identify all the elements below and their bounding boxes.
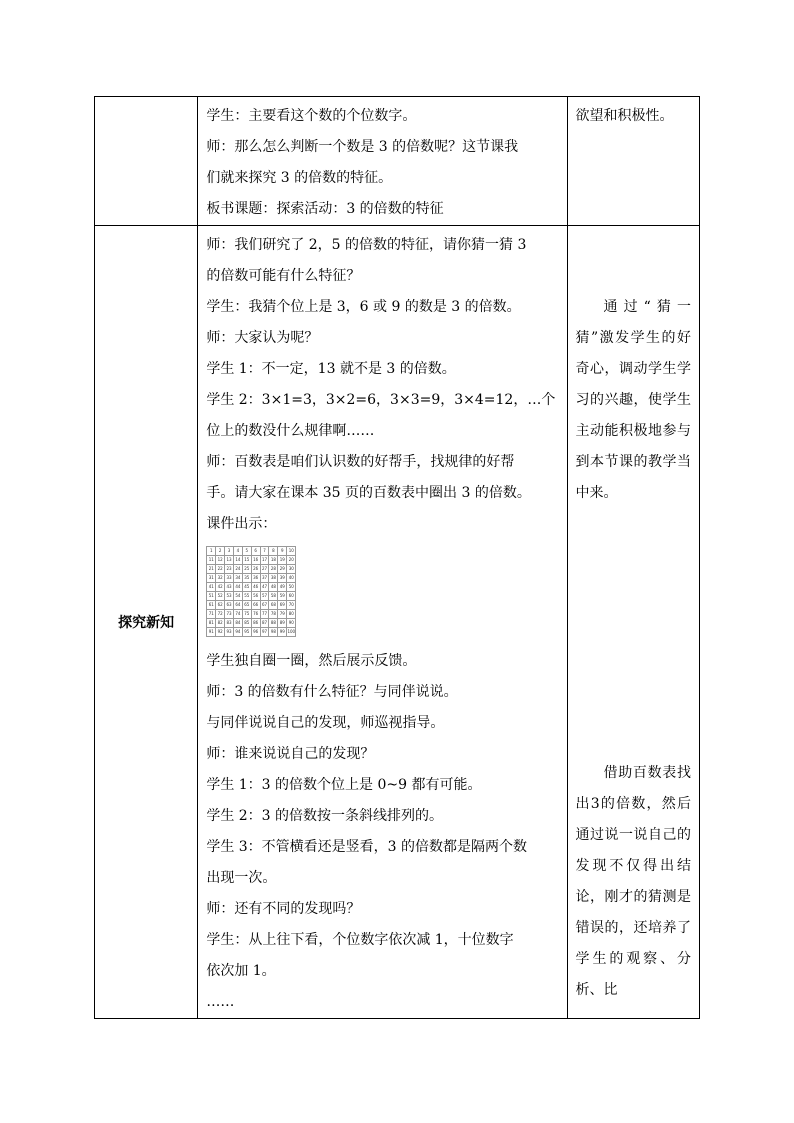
text-line: 依次加 1。 [206, 963, 276, 979]
hundred-chart-cell: 33 [225, 574, 234, 583]
hundred-chart-cell: 73 [225, 610, 234, 619]
hundred-chart-cell: 48 [269, 583, 278, 592]
hundred-chart-cell: 64 [233, 601, 242, 610]
text-line: 学生 1：3 的倍数个位上是 0~9 都有可能。 [206, 777, 482, 793]
hundred-chart-cell: 66 [251, 601, 260, 610]
hundred-chart-row [207, 574, 296, 583]
text-line: 师：我们研究了 2，5 的倍数的特征，请你猜一猜 3 [206, 237, 527, 253]
section-label-cell-empty [95, 97, 198, 226]
hundred-chart-cell: 10 [287, 547, 296, 556]
text-line: 位上的数没什么规律啊…… [206, 423, 375, 439]
text-line: 学生 1：不一定，13 就不是 3 的倍数。 [206, 361, 456, 377]
hundred-chart-cell: 84 [233, 619, 242, 628]
hundred-chart-cell: 80 [287, 610, 296, 619]
hundred-chart-cell: 1 [207, 547, 216, 556]
content-lines [206, 646, 560, 1018]
design-intent-cell [567, 97, 699, 226]
hundred-chart-cell: 6 [251, 547, 260, 556]
hundred-chart-cell: 92 [216, 628, 225, 637]
hundred-chart-cell: 93 [225, 628, 234, 637]
hundred-chart-cell: 67 [260, 601, 269, 610]
hundred-chart-cell: 11 [207, 556, 216, 565]
hundred-chart-cell: 61 [207, 601, 216, 610]
hundred-chart-cell: 49 [278, 583, 287, 592]
hundred-chart-cell: 60 [287, 592, 296, 601]
content-lines [206, 230, 560, 540]
hundred-chart-cell: 69 [278, 601, 287, 610]
hundred-chart-cell: 55 [242, 592, 251, 601]
hundred-chart-cell: 90 [287, 619, 296, 628]
hundred-chart-cell: 16 [251, 556, 260, 565]
hundred-chart-cell: 72 [216, 610, 225, 619]
hundred-chart-cell: 28 [269, 565, 278, 574]
hundred-chart-cell: 41 [207, 583, 216, 592]
content-lines [206, 101, 560, 225]
hundred-chart-cell: 53 [225, 592, 234, 601]
hundred-chart-cell: 79 [278, 610, 287, 619]
hundred-chart-cell: 4 [233, 547, 242, 556]
table-row [95, 226, 700, 1019]
hundred-chart-cell: 15 [242, 556, 251, 565]
text-line: 板书课题：探索活动：3 的倍数的特征 [206, 201, 444, 217]
design-intent-cell [567, 226, 699, 1019]
text-line: 学生 3：不管横看还是竖看，3 的倍数都是隔两个数 [206, 839, 528, 855]
hundred-chart-cell: 56 [251, 592, 260, 601]
lesson-plan-table [94, 96, 700, 1019]
hundred-chart-cell: 14 [233, 556, 242, 565]
text-line: 学生独自圈一圈，然后展示反馈。 [206, 653, 417, 669]
hundred-chart-cell: 32 [216, 574, 225, 583]
text-line: 出现一次。 [206, 870, 277, 886]
hundred-chart-cell: 86 [251, 619, 260, 628]
hundred-chart-row [207, 565, 296, 574]
text-line: 师：还有不同的发现吗？ [206, 901, 361, 917]
hundred-chart [206, 546, 296, 637]
hundred-chart-row [207, 610, 296, 619]
hundred-chart-cell: 74 [233, 610, 242, 619]
hundred-chart-cell: 77 [260, 610, 269, 619]
design-intent-note: 通过“猜一猜”激发学生的好奇心，调动学生学习的兴趣，使学生主动能积极地参与到本节课的教学当中来。 [575, 299, 691, 501]
table-row [95, 97, 700, 226]
text-line: 师：谁来说说自己的发现？ [206, 746, 375, 762]
hundred-chart-cell: 63 [225, 601, 234, 610]
hundred-chart-cell: 8 [269, 547, 278, 556]
hundred-chart-cell: 9 [278, 547, 287, 556]
hundred-chart-image [206, 546, 296, 638]
hundred-chart-cell: 17 [260, 556, 269, 565]
hundred-chart-cell: 91 [207, 628, 216, 637]
text-line: 师：大家认为呢？ [206, 330, 319, 346]
hundred-chart-cell: 44 [233, 583, 242, 592]
text-line: 学生 2：3 的倍数按一条斜线排列的。 [206, 808, 444, 824]
hundred-chart-row [207, 583, 296, 592]
hundred-chart-cell: 22 [216, 565, 225, 574]
hundred-chart-cell: 20 [287, 556, 296, 565]
hundred-chart-row [207, 619, 296, 628]
text-line: 师：3 的倍数有什么特征？与同伴说说。 [206, 684, 458, 700]
text-line: 们就来探究 3 的倍数的特征。 [206, 170, 393, 186]
hundred-chart-cell: 68 [269, 601, 278, 610]
hundred-chart-cell: 99 [278, 628, 287, 637]
hundred-chart-row [207, 592, 296, 601]
text-line: 手。请大家在课本 35 页的百数表中圈出 3 的倍数。 [206, 485, 531, 501]
hundred-chart-cell: 83 [225, 619, 234, 628]
hundred-chart-cell: 75 [242, 610, 251, 619]
hundred-chart-cell: 34 [233, 574, 242, 583]
hundred-chart-cell: 94 [233, 628, 242, 637]
text-line: 课件出示： [206, 516, 277, 532]
hundred-chart-cell: 87 [260, 619, 269, 628]
hundred-chart-cell: 82 [216, 619, 225, 628]
hundred-chart-cell: 46 [251, 583, 260, 592]
design-intent-note: 欲望和积极性。 [575, 108, 674, 124]
hundred-chart-cell: 54 [233, 592, 242, 601]
hundred-chart-cell: 89 [278, 619, 287, 628]
text-line: 的倍数可能有什么特征？ [206, 268, 361, 284]
hundred-chart-cell: 59 [278, 592, 287, 601]
hundred-chart-cell: 88 [269, 619, 278, 628]
hundred-chart-row [207, 601, 296, 610]
hundred-chart-cell: 30 [287, 565, 296, 574]
hundred-chart-cell: 19 [278, 556, 287, 565]
hundred-chart-cell: 85 [242, 619, 251, 628]
hundred-chart-cell: 38 [269, 574, 278, 583]
hundred-chart-cell: 57 [260, 592, 269, 601]
text-line: 学生 2：3×1=3，3×2=6，3×3=9，3×4=12，…个 [206, 392, 556, 408]
hundred-chart-row [207, 547, 296, 556]
hundred-chart-cell: 58 [269, 592, 278, 601]
hundred-chart-cell: 45 [242, 583, 251, 592]
hundred-chart-cell: 37 [260, 574, 269, 583]
hundred-chart-cell: 27 [260, 565, 269, 574]
hundred-chart-cell: 5 [242, 547, 251, 556]
hundred-chart-cell: 31 [207, 574, 216, 583]
hundred-chart-cell: 50 [287, 583, 296, 592]
text-line: 学生：我猜个位上是 3，6 或 9 的数是 3 的倍数。 [206, 299, 521, 315]
hundred-chart-cell: 81 [207, 619, 216, 628]
hundred-chart-cell: 70 [287, 601, 296, 610]
hundred-chart-cell: 35 [242, 574, 251, 583]
hundred-chart-cell: 97 [260, 628, 269, 637]
hundred-chart-cell: 65 [242, 601, 251, 610]
text-line: 师：百数表是咱们认识数的好帮手，找规律的好帮 [206, 454, 515, 470]
hundred-chart-cell: 76 [251, 610, 260, 619]
text-line: 与同伴说说自己的发现，师巡视指导。 [206, 715, 445, 731]
hundred-chart-cell: 62 [216, 601, 225, 610]
hundred-chart-cell: 96 [251, 628, 260, 637]
hundred-chart-cell: 78 [269, 610, 278, 619]
hundred-chart-cell: 40 [287, 574, 296, 583]
hundred-chart-cell: 21 [207, 565, 216, 574]
hundred-chart-cell: 24 [233, 565, 242, 574]
hundred-chart-cell: 95 [242, 628, 251, 637]
text-line: …… [206, 994, 235, 1010]
content-cell [198, 226, 567, 1019]
hundred-chart-cell: 47 [260, 583, 269, 592]
hundred-chart-cell: 13 [225, 556, 234, 565]
hundred-chart-row [207, 628, 296, 637]
text-line: 学生：从上往下看，个位数字依次减 1，十位数字 [206, 932, 514, 948]
text-line: 学生：主要看这个数的个位数字。 [206, 108, 417, 124]
hundred-chart-cell: 18 [269, 556, 278, 565]
hundred-chart-cell: 12 [216, 556, 225, 565]
hundred-chart-cell: 3 [225, 547, 234, 556]
hundred-chart-cell: 29 [278, 565, 287, 574]
hundred-chart-cell: 36 [251, 574, 260, 583]
hundred-chart-cell: 98 [269, 628, 278, 637]
hundred-chart-cell: 42 [216, 583, 225, 592]
design-intent-note: 借助百数表找出3的倍数，然后通过说一说自己的发现不仅得出结论，刚才的猜测是错误的，还培养了学生的观察、分析、比 [575, 765, 691, 998]
text-line: 师：那么怎么判断一个数是 3 的倍数呢？这节课我 [206, 139, 519, 155]
content-cell [198, 97, 567, 226]
hundred-chart-cell: 26 [251, 565, 260, 574]
hundred-chart-cell: 43 [225, 583, 234, 592]
hundred-chart-cell: 51 [207, 592, 216, 601]
hundred-chart-cell: 23 [225, 565, 234, 574]
section-label: 探究新知 [95, 226, 198, 1019]
hundred-chart-cell: 100 [287, 628, 296, 637]
hundred-chart-cell: 71 [207, 610, 216, 619]
hundred-chart-cell: 25 [242, 565, 251, 574]
hundred-chart-cell: 39 [278, 574, 287, 583]
hundred-chart-cell: 7 [260, 547, 269, 556]
hundred-chart-cell: 52 [216, 592, 225, 601]
hundred-chart-row [207, 556, 296, 565]
hundred-chart-cell: 2 [216, 547, 225, 556]
